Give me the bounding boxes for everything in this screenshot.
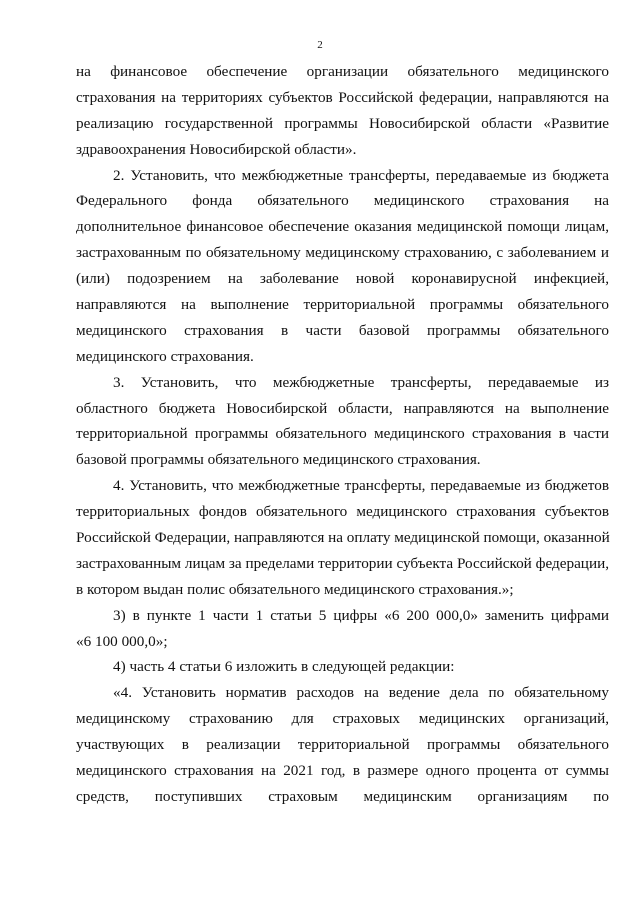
document-body	[76, 59, 609, 810]
text-line: медицинскому страхованию для страховых медицинских организаций,	[76, 710, 609, 728]
text-line: Российской Федерации, направляются на оплату медицинской помощи, оказанной	[76, 529, 610, 547]
text-line: медицинского страхования в части базовой программы обязательного	[76, 321, 609, 339]
text-line: территориальной программы обязательного медицинского страхования в части	[76, 425, 609, 443]
text-line: дополнительное финансовое обеспечение оказания медицинской помощи лицам,	[76, 218, 609, 236]
text-line: застрахованным по обязательному медицинскому страхованию, с заболеванием и	[76, 244, 609, 262]
text-line: 3) в пункте 1 части 1 статьи 5 цифры «6 200 000,0» заменить цифрами	[113, 606, 609, 624]
text-line: 3. Установить, что межбюджетные трансферты, передаваемые из	[113, 373, 609, 391]
text-line: 2. Установить, что межбюджетные трансферты, передаваемые из бюджета	[113, 166, 609, 184]
text-line: медицинского страхования.	[76, 347, 254, 365]
text-line: «6 100 000,0»;	[76, 632, 168, 650]
text-line: реализацию государственной программы Новосибирской области «Развитие	[76, 114, 609, 132]
text-line: областного бюджета Новосибирской области, направляются на выполнение	[76, 399, 609, 417]
text-line: (или) подозрением на заболевание новой коронавирусной инфекцией,	[76, 270, 609, 288]
text-line: территориальных фондов обязательного медицинского страхования субъектов	[76, 503, 609, 521]
text-line: медицинского страхования на 2021 год, в размере одного процента от суммы	[76, 762, 609, 780]
text-line: «4. Установить норматив расходов на ведение дела по обязательному	[113, 684, 609, 702]
text-line: участвующих в реализации территориальной программы обязательного	[76, 736, 609, 754]
page-number: 2	[317, 39, 323, 51]
text-line: 4) часть 4 статьи 6 изложить в следующей редакции:	[113, 658, 455, 676]
text-line: на финансовое обеспечение организации обязательного медицинского	[76, 63, 609, 80]
text-line: базовой программы обязательного медицинского страхования.	[76, 451, 481, 469]
text-line: Федерального фонда обязательного медицинского страхования на	[76, 192, 609, 210]
text-line: 4. Установить, что межбюджетные трансферты, передаваемые из бюджетов	[113, 477, 609, 495]
text-line: застрахованным лицам за пределами территории субъекта Российской федерации,	[76, 554, 609, 572]
text-line: здравоохранения Новосибирской области».	[76, 140, 357, 158]
text-line: направляются на выполнение территориальной программы обязательного	[76, 296, 609, 314]
text-line: страхования на территориях субъектов Российской федерации, направляются на	[76, 88, 609, 106]
text-line: средств, поступивших страховым медицинским организациям по	[76, 787, 609, 805]
text-line: в котором выдан полис обязательного медицинского страхования.»;	[76, 580, 514, 598]
